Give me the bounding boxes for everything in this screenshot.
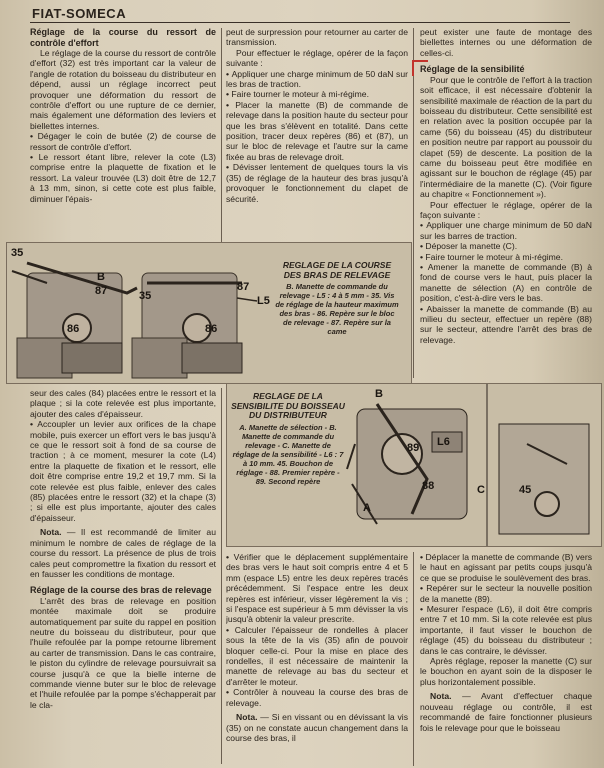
column-2-bottom [226,552,408,766]
section-heading-sensitivity: Réglage de la sensibilité [420,64,525,75]
paragraph: peut exister une faute de montage des biellettes internes ou une déformation de celles-ci. [420,27,592,58]
header-rule [30,22,570,23]
section-heading-spring-travel: Réglage de la course du ressort de contrôle d'effort [30,27,216,48]
note-label: Nota. [236,712,258,723]
callout-label: B [97,271,105,283]
callout-label: L5 [257,295,270,307]
column-divider [413,552,414,766]
column-3-bottom [420,552,592,766]
column-1-bottom [30,388,216,764]
callout-label: 87 [237,281,250,293]
bullet-item: • Placer la manette (B) de commande de relevage dans la position haute du secteur pour que les bras s'élèvent en totalité. Dans cette position, tracer deux repères (86) et (87), un sur le bloc de relevage et l'autre sur la came fixée au bras de relevage droit. [226,100,408,162]
note-text: — Avant d'effectuer chaque nouveau réglage ou contrôle, il est recommandé de faire fonctionner plusieurs fois le relevage pour que le boisseau [420,691,592,733]
column-divider [413,28,414,378]
bullet-item: • Vérifier que le déplacement supplémentaire des bras vers le haut soit compris entre 4 et 5 mm (espace L5) entre les deux repères tracés précédemment. Si l'espace entre les deux repères est inférieur, visser légèrement la vis ; si l'espace est supérieur à 5 mm dévisser la vis jusqu'à obtenir la valeur prescrite. [226,552,408,625]
paragraph: L'arrêt des bras de relevage en position montée maximale doit se produire automatiquement par suite du rappel en position neutre du boisseau du distributeur, pour que l'huile refoulée par la pompe retourne librement au carter de transmission. Dans le cas contraire, le piston du cylindre de relevage poursuivrait sa course jusqu'à ce que la bielle interne de commande vienne buter sur le bloc de relevage et l'huile refoulée par la pompe s'échapperait par le cla- [30,595,216,710]
section-heading-arm-travel: Réglage de la course des bras de relevage [30,585,212,596]
callout-label: B [375,388,383,400]
figure-1-caption-title: REGLAGE DE LA COURSE DES BRAS DE RELEVAGE [282,260,392,280]
note-text: — Il est recommandé de limiter au minimum le nombre de cales de réglage de la course du ressort. La présence de plus de trois cales peut compromettre la fixation du ressort et en fausser les conditions de montage. [30,527,216,579]
page-header-brand: FIAT-SOMECA [32,6,127,21]
callout-label: 35 [11,247,24,259]
note-text: — Si en vissant ou en dévissant la vis (35) on ne constate aucun changement dans la course des bras, il [226,712,408,743]
figure-2-caption [231,392,345,486]
bullet-item: • Déplacer la manette de commande (B) vers le haut en agissant par petits coups jusqu'à ce que se produise le soulèvement des bras. [420,552,592,583]
paragraph: Pour effectuer le réglage, opérer de la façon suivante : [420,199,592,220]
paragraph: Pour effectuer le réglage, opérer de la façon suivante : [226,47,408,69]
callout-label: 86 [205,323,218,335]
callout-label: 89 [407,442,420,454]
paragraph: seur des cales (84) placées entre le ressort et la plaque ; si la cote relevée est plus importante, ajouter des cales d'épaisseur. [30,388,216,419]
figure-arm-travel-adjustment [6,242,412,384]
column-divider [221,28,222,243]
callout-label: 88 [422,480,435,492]
paragraph: Après réglage, reposer la manette (C) sur le bouchon en ayant soin de la disposer le plus horizontalement possible. [420,656,592,687]
figure-2-caption-title: REGLAGE DE LA SENSIBILITE DU BOISSEAU DU DISTRIBUTEUR [231,391,345,420]
paragraph: Le réglage de la course du ressort de contrôle d'effort (32) est très important car la valeur de l'angle de rotation du boisseau du distributeur en dépend, aussi un réglage incorrect peut provoquer une déformation du ressort de contrôle d'effort ou une rupture de ce dernier, mais également une déformation des leviers et biellettes internes. [30,48,216,131]
bullet-item: • Mesurer l'espace (L6), il doit être compris entre 7 et 10 mm. Si la cote relevée est plus importante, il faut visser le bouchon de réglage (45) du boisseau du distributeur ; dans le cas contraire, le dévisser. [420,604,592,656]
note-label: Nota. [40,527,62,538]
bullet-item: • Calculer l'épaisseur de rondelles à placer sous la tête de la vis (35) afin de pouvoir bloquer celle-ci. Pour la mise en place des rondelles, il est nécessaire de maintenir la manette de relevage au bas du secteur et d'arrêter le moteur. [226,625,408,687]
paragraph: peut de surpression pour retourner au carter de transmission. [226,27,408,48]
column-2-top [226,27,408,243]
column-divider [221,388,222,764]
note-paragraph [30,527,216,579]
note-paragraph [420,691,592,733]
figure-1-caption-body: B. Manette de commande du relevage - L5 : 4 à 5 mm - 35. Vis de réglage de la hauteur maximum des bras - 86. Repère sur le bloc de relevage - 87. Repère sur la came [275,282,399,336]
bullet-item: • Faire tourner le moteur à mi-régime. [420,252,592,262]
figure-2-caption-body: A. Manette de sélection - B. Manette de commande du relevage - C. Manette de réglage de la sensibilité - L6 : 7 à 10 mm. 45. Bouchon de réglage - 88. Premier repère - 89. Second repère [232,422,344,486]
bullet-item: • Dégager le coin de butée (2) de course de ressort de contrôle d'effort. [30,131,216,152]
bullet-item: • Déposer la manette (C). [420,241,592,251]
bullet-item: • Abaisser la manette de commande (B) au milieu du secteur, effectuer un repère (88) sur le secteur, attendre l'arrêt des bras de relevage. [420,304,592,346]
callout-label: 45 [519,484,532,496]
callout-label: A [363,502,371,514]
paragraph: Pour que le contrôle de l'effort à la traction soit efficace, il est nécessaire d'obtenir la sensibilité maximale de réaction de la part du boisseau du distributeur. Cette sensibilité est en relation avec la position occupée par la came (56) du boisseau (45) du distributeur en position neutre par rapport au poussoir du clapet (59) de descente. La position de la came du boisseau peut être modifiée en agissant sur le bouchon de réglage (45) par l'intermédiaire de la manette (C). (Voir figure au chapitre « Fonctionnement »). [420,74,592,200]
bullet-item: • Accoupler un levier aux orifices de la chape mobile, puis exercer un effort vers le bas jusqu'à ce que le ressort soit à fond de sa course de traction ; à ce moment, mesurer la cote (L4) entre la plaquette de fixation et le ressort, elle doit être comprise entre 19,2 et 19,7 mm. Si la cote relevée est plus faible, enlever des cales (85) placées entre le ressort (32) et la chape (3) ; si elle est plus importante, ajouter des cales d'épaisseur. [30,419,216,523]
note-label: Nota. [430,691,452,702]
callout-label: C [477,484,485,496]
bullet-item: • Appliquer une charge minimum de 50 daN sur les bras de traction. [226,69,408,90]
figure-1-caption [275,261,399,336]
figure-sensitivity-adjustment [226,383,602,547]
bullet-item: • Faire tourner le moteur à mi-régime. [226,89,408,99]
bullet-item: • Le ressort étant libre, relever la cote (L3) comprise entre la plaquette de fixation et le ressort. La valeur trouvée (L3) doit être de 12,7 à 13 mm, sinon, si cette cote est plus faible, diminuer l'épais- [30,152,216,204]
bullet-item: • Contrôler à nouveau la course des bras de relevage. [226,687,408,708]
column-1-top [30,27,216,257]
bullet-item: • Amener la manette de commande (B) à fond de course vers le haut, puis placer la manette de sélection (A) en contrôle de position, c'est-à-dire vers le bas. [420,262,592,304]
callout-label: 87 [95,285,108,297]
bullet-item: • Appliquer une charge minimum de 50 daN sur les barres de traction. [420,220,592,241]
note-paragraph [226,712,408,743]
callout-label: 35 [139,290,152,302]
callout-label: 86 [67,323,80,335]
column-3-top [420,27,592,382]
callout-label: L6 [437,436,450,448]
bullet-item: • Repérer sur le secteur la nouvelle position de la manette (89). [420,583,592,604]
bullet-item: • Dévisser lentement de quelques tours la vis (35) de réglage de la hauteur des bras jusqu'à provoquer le fonctionnement du clapet de sécurité. [226,162,408,204]
